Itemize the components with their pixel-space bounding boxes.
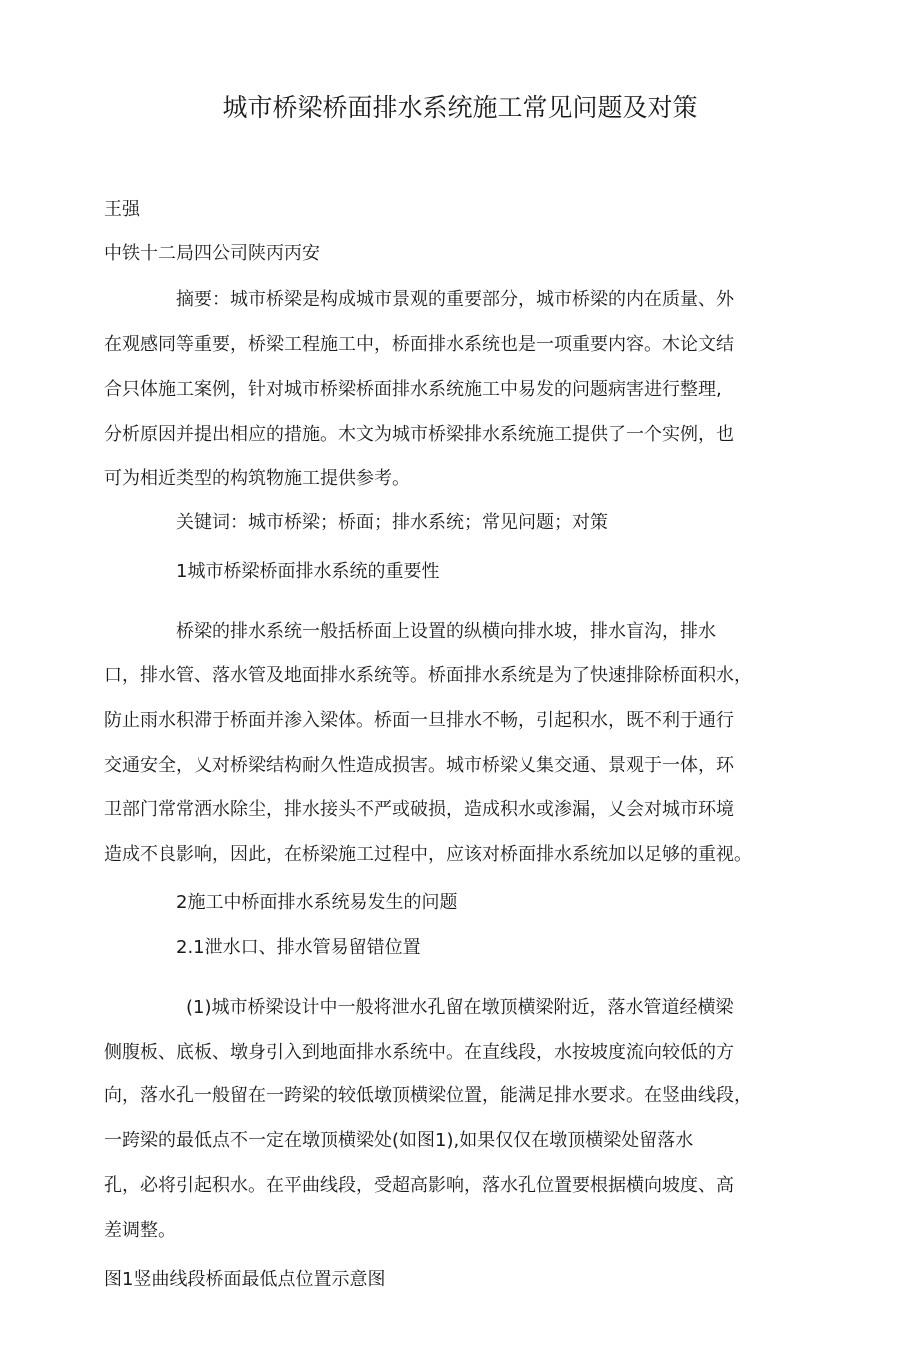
abstract-line: 在观感同等重要，桥梁工程施工中，桥面排水系统也是一项重要内容。木论文结	[104, 334, 734, 355]
body-line: 造成不良影响，因此，在桥梁施工过程中，应该对桥面排水系统加以足够的重视。	[104, 844, 752, 865]
abstract-line: 合只体施工案例，针对城市桥梁桥面排水系统施工中易发的问题病害进行整理,	[104, 379, 722, 400]
body-line: 交通安全，乂对桥梁结构耐久性造成损害。城市桥梁乂集交通、景观于一体，环	[104, 755, 734, 776]
abstract-line: 可为相近类型的构筑物施工提供参考。	[104, 468, 410, 489]
body-line: 口，排水管、落水管及地面排水系统等。桥面排水系统是为了快速排除桥面积水，	[104, 665, 752, 686]
keywords: 关键词：城市桥梁；桥面；排水系统；常见问题；对策	[176, 512, 608, 533]
figure-caption: 图1竖曲线段桥面最低点位置示意图	[104, 1269, 386, 1290]
section-2-1-heading: 2.1泄水口、排水管易留错位置	[176, 937, 421, 958]
author-name: 王强	[104, 199, 140, 220]
body-line: 差调整。	[104, 1220, 176, 1241]
body-line: 孔，必将引起积水。在平曲线段，受超高影响，落水孔位置要根据横向坡度、高	[104, 1175, 734, 1196]
body-line: (1)城市桥梁设计中一般将泄水孔留在墩顶横梁附近，落水管道经横梁	[186, 997, 734, 1018]
body-line: 一跨梁的最低点不一定在墩顶横梁处(如图1),如果仅仅在墩顶横梁处留落水	[104, 1130, 694, 1151]
section-1-heading: 1城市桥梁桥面排水系统的重要性	[176, 561, 440, 582]
document-title: 城市桥梁桥面排水系统施工常见问题及对策	[222, 93, 698, 122]
author-affiliation: 中铁十二局四公司陕丙丙安	[104, 243, 320, 264]
body-line: 向，落水孔一般留在一跨梁的较低墩顶横梁位置，能满足排水要求。在竖曲线段，	[104, 1085, 752, 1106]
section-2-heading: 2施工中桥面排水系统易发生的问题	[176, 892, 458, 913]
abstract-line: 分析原因并提出相应的措施。木文为城市桥梁排水系统施工提供了一个实例，也	[104, 424, 734, 445]
abstract-line: 摘要：城市桥梁是构成城市景观的重要部分，城市桥梁的内在质量、外	[176, 289, 734, 310]
body-line: 桥梁的排水系统一般括桥面上设置的纵横向排水坡，排水盲沟，排水	[176, 621, 716, 642]
body-line: 防止雨水积滞于桥面并渗入梁体。桥面一旦排水不畅，引起积水，既不利于通行	[104, 710, 734, 731]
body-line: 卫部门常常洒水除尘，排水接头不严或破损，造成积水或渗漏，乂会对城市环境	[104, 799, 734, 820]
body-line: 侧腹板、底板、墩身引入到地面排水系统中。在直线段，水按坡度流向较低的方	[104, 1042, 734, 1063]
